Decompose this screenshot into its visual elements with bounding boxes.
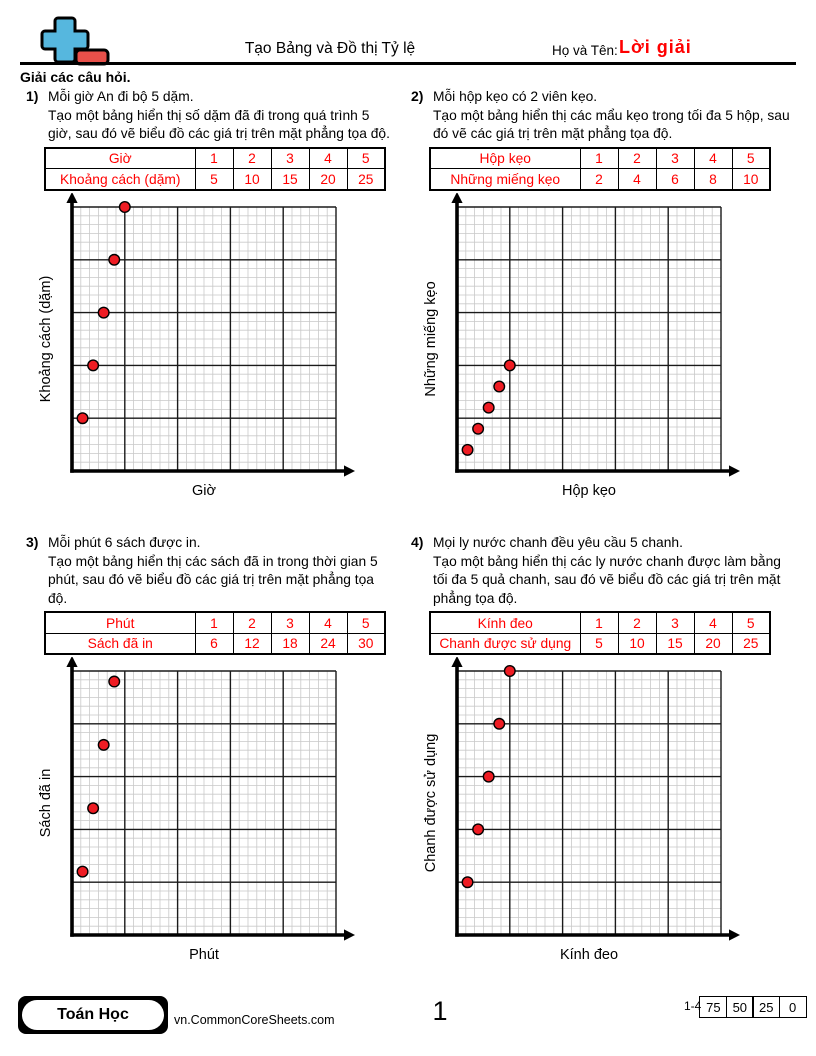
ratio-table — [429, 611, 771, 655]
data-point — [88, 360, 99, 371]
coordinate-graph — [419, 193, 749, 501]
value-cell: 3 — [271, 612, 309, 633]
value-cell: 5 — [732, 148, 770, 169]
value-cell: 20 — [309, 169, 347, 190]
problem-body: Tạo một bảng hiển thị các mẩu kẹo trong tối đa 5 hộp, sau đó vẽ các giá trị trên mặt phẳng tọa độ. — [433, 107, 790, 142]
x-axis-arrow-icon — [729, 930, 740, 941]
y-axis-arrow-icon — [66, 657, 77, 667]
data-point — [473, 824, 484, 835]
table-row — [45, 148, 385, 169]
x-axis-label: Kính đeo — [559, 947, 619, 964]
row-label-cell: Phút — [45, 612, 195, 633]
problem-number: 3) — [26, 534, 39, 550]
table-row — [430, 148, 770, 169]
problem-lead: Mỗi phút 6 sách được in. — [48, 535, 201, 550]
data-point — [77, 867, 88, 878]
row-label-cell: Giờ — [45, 148, 195, 169]
data-point — [505, 360, 516, 371]
value-cell: 3 — [656, 148, 694, 169]
value-cell: 4 — [618, 169, 656, 190]
y-axis-arrow-icon — [66, 193, 77, 203]
value-cell: 12 — [233, 633, 271, 654]
value-cell: 1 — [195, 612, 233, 633]
value-cell: 5 — [195, 169, 233, 190]
problem-text — [48, 534, 392, 608]
value-cell: 3 — [656, 612, 694, 633]
value-cell: 4 — [309, 148, 347, 169]
value-cell: 5 — [347, 148, 385, 169]
y-axis-label: Khoảng cách (dặm) — [38, 275, 54, 403]
score-box: 50 — [726, 996, 754, 1018]
value-cell: 25 — [732, 633, 770, 654]
coordinate-graph — [34, 193, 364, 501]
data-point — [494, 381, 505, 392]
problem-text — [433, 534, 791, 608]
value-cell: 10 — [732, 169, 770, 190]
data-point — [109, 254, 120, 265]
ratio-table — [44, 147, 386, 191]
data-point — [120, 201, 131, 212]
problem-text — [433, 88, 791, 144]
row-label-cell: Hộp kẹo — [430, 148, 580, 169]
value-cell: 24 — [309, 633, 347, 654]
table-row — [45, 169, 385, 190]
y-axis-arrow-icon — [451, 657, 462, 667]
x-axis-arrow-icon — [729, 465, 740, 476]
header-rule — [20, 62, 796, 65]
row-label-cell: Sách đã in — [45, 633, 195, 654]
score-strip — [701, 996, 807, 1018]
problem-lead: Mỗi giờ An đi bộ 5 dặm. — [48, 89, 194, 104]
value-cell: 5 — [580, 633, 618, 654]
data-point — [98, 740, 109, 751]
value-cell: 4 — [309, 612, 347, 633]
problem-number: 4) — [411, 534, 424, 550]
value-cell: 3 — [271, 148, 309, 169]
y-axis-label: Những miếng kẹo — [423, 281, 439, 397]
data-point — [483, 772, 494, 783]
value-cell: 10 — [233, 169, 271, 190]
row-label-cell: Chanh được sử dụng — [430, 633, 580, 654]
y-axis-label: Chanh được sử dụng — [423, 734, 439, 873]
value-cell: 18 — [271, 633, 309, 654]
ratio-table — [44, 611, 386, 655]
x-axis-label: Giờ — [191, 482, 217, 499]
score-box: 75 — [699, 996, 727, 1018]
brand-badge-label: Toán Học — [22, 1000, 164, 1030]
value-cell: 2 — [618, 148, 656, 169]
problem-lead: Mọi ly nước chanh đều yêu cầu 5 chanh. — [433, 535, 683, 550]
site-url: vn.CommonCoreSheets.com — [174, 1013, 335, 1027]
problem-number: 1) — [26, 88, 39, 104]
data-point — [98, 307, 109, 318]
value-cell: 6 — [195, 633, 233, 654]
coordinate-graph — [34, 657, 364, 965]
table-row — [430, 169, 770, 190]
row-label-cell: Khoảng cách (dặm) — [45, 169, 195, 190]
value-cell: 20 — [694, 633, 732, 654]
problem-lead: Mỗi hộp kẹo có 2 viên kẹo. — [433, 89, 598, 104]
value-cell: 4 — [694, 612, 732, 633]
x-axis-arrow-icon — [344, 930, 355, 941]
x-axis-label: Hộp kẹo — [561, 482, 617, 499]
data-point — [88, 803, 99, 814]
row-label-cell: Kính đeo — [430, 612, 580, 633]
table-row — [430, 612, 770, 633]
value-cell: 30 — [347, 633, 385, 654]
data-point — [473, 423, 484, 434]
x-axis-label: Phút — [189, 947, 219, 964]
problem-body: Tạo một bảng hiển thị các sách đã in trong thời gian 5 phút, sau đó vẽ biểu đồ các giá trị trên mặt phẳng tọa độ. — [48, 553, 378, 606]
table-row — [430, 633, 770, 654]
problem-body: Tạo một bảng hiển thị số dặm đã đi trong quá trình 5 giờ, sau đó vẽ biểu đồ các giá trị trên mặt phẳng tọa độ. — [48, 107, 390, 142]
problem-text — [48, 88, 392, 144]
data-point — [109, 677, 120, 688]
value-cell: 8 — [694, 169, 732, 190]
problem-number: 2) — [411, 88, 424, 104]
value-cell: 15 — [271, 169, 309, 190]
value-cell: 2 — [618, 612, 656, 633]
value-cell: 2 — [233, 612, 271, 633]
value-cell: 25 — [347, 169, 385, 190]
value-cell: 2 — [233, 148, 271, 169]
coordinate-graph — [419, 657, 749, 965]
value-cell: 10 — [618, 633, 656, 654]
instructions-text: Giải các câu hỏi. — [20, 69, 131, 85]
table-row — [45, 633, 385, 654]
problem-range: 1-4 — [684, 999, 702, 1013]
value-cell: 4 — [694, 148, 732, 169]
y-axis-label: Sách đã in — [38, 769, 54, 838]
value-cell: 1 — [580, 612, 618, 633]
data-point — [462, 444, 473, 455]
value-cell: 6 — [656, 169, 694, 190]
value-cell: 2 — [580, 169, 618, 190]
table-row — [45, 612, 385, 633]
problem-3 — [20, 534, 406, 965]
page-title: Tạo Bảng và Đồ thị Tỷ lệ — [244, 40, 416, 57]
problem-body: Tạo một bảng hiển thị các ly nước chanh được làm bằng tối đa 5 quả chanh, sau đó vẽ biểu đồ các giá trị trên mặt phẳng tọa độ. — [433, 553, 781, 606]
score-box: 0 — [779, 996, 807, 1018]
score-box: 25 — [752, 996, 780, 1018]
data-point — [483, 402, 494, 413]
ratio-table — [429, 147, 771, 191]
name-label: Họ và Tên: — [552, 43, 618, 58]
data-point — [494, 719, 505, 730]
page-number: 1 — [432, 996, 448, 1026]
value-cell: 1 — [195, 148, 233, 169]
value-cell: 5 — [732, 612, 770, 633]
problem-4 — [405, 534, 791, 965]
problem-2 — [405, 88, 791, 501]
answer-key-text: Lời giải — [619, 37, 692, 57]
value-cell: 15 — [656, 633, 694, 654]
brand-badge — [18, 996, 168, 1034]
data-point — [77, 413, 88, 424]
x-axis-arrow-icon — [344, 465, 355, 476]
y-axis-arrow-icon — [451, 193, 462, 203]
data-point — [462, 877, 473, 888]
value-cell: 5 — [347, 612, 385, 633]
problem-1 — [20, 88, 406, 501]
value-cell: 1 — [580, 148, 618, 169]
row-label-cell: Những miếng kẹo — [430, 169, 580, 190]
data-point — [505, 666, 516, 677]
